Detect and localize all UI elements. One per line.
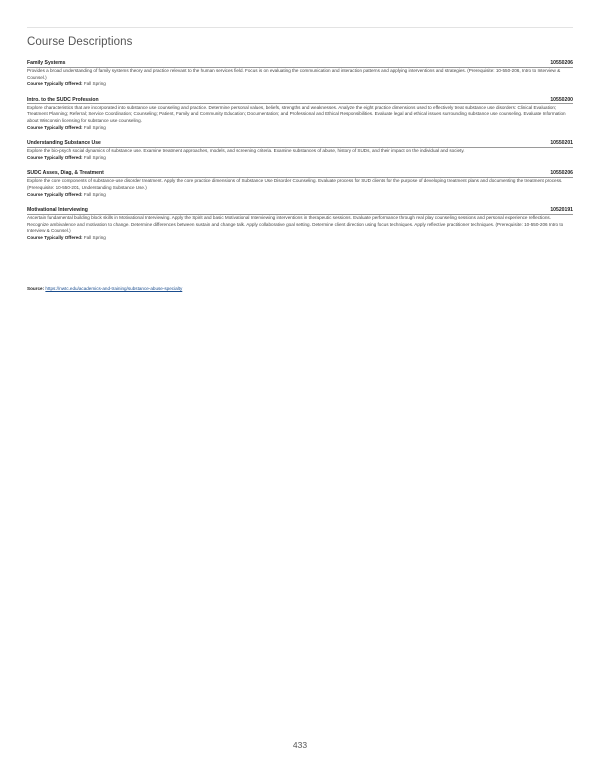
course-name: Understanding Substance Use: [27, 140, 101, 147]
course-description: Explore the bio-psych social dynamics of substance use. Examine treatment approaches, models, and screening criteria. Examine substances of abuse, history of SUDs, and their impact on the individual and society.: [27, 148, 465, 154]
course-header: [27, 205, 573, 215]
offered-value: Fall Spring: [82, 191, 106, 197]
course-code: 10550201: [550, 140, 573, 147]
offered-label: Course Typically Offered:: [27, 81, 83, 87]
offered-value: Fall Spring: [82, 81, 106, 87]
course-name: SUDC Asses, Diag, & Treatment: [27, 170, 104, 177]
page-title: Course Descriptions: [27, 36, 133, 48]
source-link[interactable]: https://nwtc.edu/academics-and-training/substance-abuse-specialty: [45, 286, 183, 291]
course-code: 10550206: [550, 60, 573, 66]
course-name: Intro. to the SUDC Profession: [27, 96, 99, 103]
offered-value: Fall Spring: [82, 124, 106, 130]
course-description: Ascertain fundamental building block skills in Motivational Interviewing. Apply the Spirit and basic Motivational Interviewing interventions in therapeutic sessions. Evaluate performance through real play counseling sessions and personal experience reflections. Recognize ambivalence and motivation to change. Determine differences between sustain and change talk. Apply collaborative goal setting. Determine client direction using focus techniques. Apply reflective practitioner techniques. (Prerequisite: 10-550-206 Intro to Interview & Counsel.): [27, 215, 564, 234]
course-offered: [27, 235, 573, 242]
course-entry: [27, 168, 573, 198]
course-code: 10520191: [550, 207, 573, 214]
top-divider: [27, 27, 573, 28]
offered-label: Course Typically Offered:: [27, 154, 83, 160]
course-offered: [27, 81, 573, 88]
course-list: [27, 58, 573, 249]
course-description: Provides a broad understanding of family systems theory and practice relevant to the human services field. Focus is on evaluating the communication and interaction patterns and applying interventions and strategies. (Prerequisite: 10-550-206, Intro to Interview & Counsel.): [27, 68, 561, 80]
course-code: 10550206: [550, 170, 573, 177]
offered-value: Fall Spring: [82, 234, 106, 240]
source-line: [27, 286, 182, 292]
course-offered: [27, 155, 573, 162]
course-description: Explore characteristics that are incorporated into substance use counseling and practice. Determine personal values, beliefs, strengths and weaknesses. Analyze the eight practice dimensions used to effectively treat substance use disorders: Clinical Evaluation; Treatment Planning; Referral; Service Coordination; Counseling; Patient, Family and Community Education; Documentation; and Professional and Ethical Responsibilities. Evaluate legal and ethical issues surrounding substance use counseling. Evaluate Information about Wisconsin licensing for substance use counseling.: [27, 104, 566, 123]
page-number: 433: [292, 740, 308, 750]
course-code: 10550200: [550, 96, 573, 103]
course-entry: [27, 138, 573, 161]
source-label: Source:: [27, 286, 45, 291]
course-description: Explore the core components of substance-use disorder treatment. Apply the core practice dimensions of Substance Use Disorder Counseling. Evaluate process for SUD clients for the purpose of developing treatment plans and documenting the treatment process. (Prerequisite: 10-550-201, Understanding Substance Use.): [27, 178, 563, 190]
course-offered: [27, 192, 573, 199]
course-header: [27, 58, 573, 68]
offered-label: Course Typically Offered:: [27, 124, 83, 130]
course-header: [27, 138, 573, 148]
course-entry: [27, 205, 573, 241]
course-header: [27, 95, 573, 105]
course-entry: [27, 58, 573, 88]
offered-label: Course Typically Offered:: [27, 234, 83, 240]
course-name: Family Systems: [27, 60, 66, 66]
offered-value: Fall Spring: [82, 154, 106, 160]
course-name: Motivational Interviewing: [27, 207, 88, 214]
offered-label: Course Typically Offered:: [27, 191, 83, 197]
course-entry: [27, 95, 573, 131]
course-header: [27, 168, 573, 178]
course-offered: [27, 125, 573, 132]
